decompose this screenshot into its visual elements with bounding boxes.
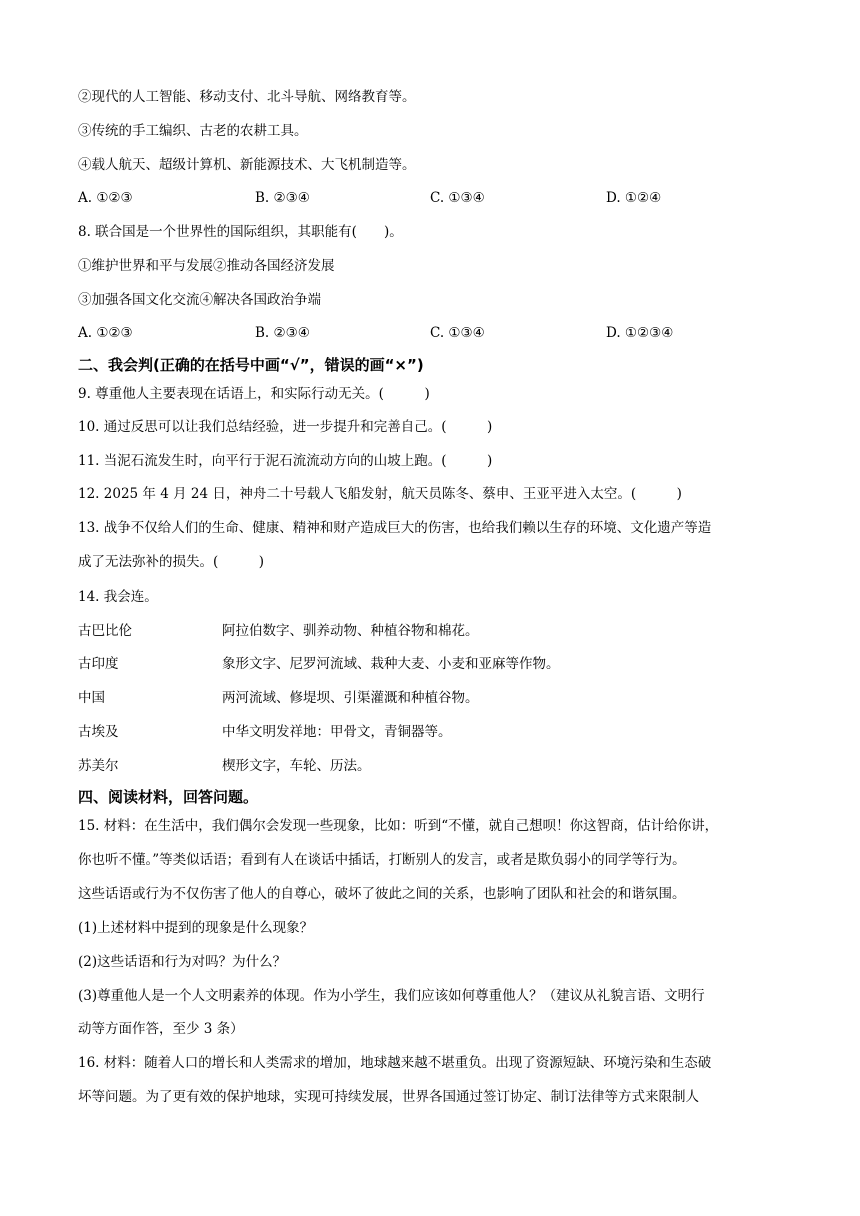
q13-line-1: 13. 战争不仅给人们的生命、健康、精神和财产造成巨大的伤害，也给我们赖以生存的环境、文化遗产等造 <box>78 520 712 536</box>
q15-line-2: 你也听不懂。”等类似话语；看到有人在谈话中插话，打断别人的发言，或者是欺负弱小的同学等行为。 <box>78 852 686 868</box>
match-left-item[interactable]: 古巴比伦 <box>78 623 132 639</box>
q16-line-2: 坏等问题。为了更有效的保护地球，实现可持续发展，世界各国通过签订协定、制订法律等方式来限制人 <box>78 1089 699 1105</box>
match-left-item[interactable]: 古印度 <box>78 656 119 672</box>
q8-line-2: ③加强各国文化交流④解决各国政治争端 <box>78 292 321 308</box>
q7-option-c[interactable]: C. ①③④ <box>430 190 485 206</box>
q7-option-a[interactable]: A. ①②③ <box>78 190 133 206</box>
q7-option-d[interactable]: D. ①②④ <box>606 190 662 206</box>
q15-sub-3-line-2: 动等方面作答，至少 3 条） <box>78 1021 244 1037</box>
q11: 11. 当泥石流发生时，向平行于泥石流流动方向的山坡上跑。( ) <box>78 453 493 469</box>
q12: 12. 2025 年 4 月 24 日，神舟二十号载人飞船发射，航天员陈冬、蔡申、王亚平进入太空。( ) <box>78 486 682 502</box>
q8-option-a[interactable]: A. ①②③ <box>78 325 133 341</box>
q16-line-1: 16. 材料：随着人口的增长和人类需求的增加，地球越来越不堪重负。出现了资源短缺、环境污染和生态破 <box>78 1055 712 1071</box>
match-left-item[interactable]: 苏美尔 <box>78 758 119 774</box>
q9: 9. 尊重他人主要表现在话语上，和实际行动无关。( ) <box>78 386 430 402</box>
q7-item-3: ③传统的手工编织、古老的农耕工具。 <box>78 123 308 139</box>
q8-option-d[interactable]: D. ①②③④ <box>606 325 674 341</box>
q7-item-2: ②现代的人工智能、移动支付、北斗导航、网络教育等。 <box>78 89 416 105</box>
q14-stem: 14. 我会连。 <box>78 589 158 605</box>
q15-line-1: 15. 材料：在生活中，我们偶尔会发现一些现象，比如：听到“不懂，就自己想呗！你这智商，估计给你讲， <box>78 818 719 834</box>
match-right-item[interactable]: 中华文明发祥地：甲骨文，青铜器等。 <box>222 724 452 740</box>
q8-option-c[interactable]: C. ①③④ <box>430 325 485 341</box>
match-right-item[interactable]: 楔形文字，车轮、历法。 <box>222 758 371 774</box>
match-right-item[interactable]: 阿拉伯数字、驯养动物、种植谷物和棉花。 <box>222 623 479 639</box>
q15-sub-2: (2)这些话语和行为对吗？为什么？ <box>78 954 287 970</box>
match-right-item[interactable]: 两河流域、修堤坝、引渠灌溉和种植谷物。 <box>222 690 479 706</box>
q8-option-b[interactable]: B. ②③④ <box>255 325 310 341</box>
q15-sub-1: (1)上述材料中提到的现象是什么现象？ <box>78 920 314 936</box>
q15-line-3: 这些话语或行为不仅伤害了他人的自尊心，破坏了彼此之间的关系，也影响了团队和社会的和谐氛围。 <box>78 886 686 902</box>
section-4-heading: 四、阅读材料，回答问题。 <box>78 788 259 806</box>
q10: 10. 通过反思可以让我们总结经验，进一步提升和完善自己。( ) <box>78 419 493 435</box>
section-2-heading: 二、我会判(正确的在括号中画“√”，错误的画“×”) <box>78 356 424 374</box>
q8-line-1: ①维护世界和平与发展②推动各国经济发展 <box>78 258 335 274</box>
match-left-item[interactable]: 中国 <box>78 690 105 706</box>
q7-option-b[interactable]: B. ②③④ <box>255 190 310 206</box>
q8-stem: 8. 联合国是一个世界性的国际组织，其职能有( )。 <box>78 224 403 240</box>
match-left-item[interactable]: 古埃及 <box>78 724 119 740</box>
match-right-item[interactable]: 象形文字、尼罗河流域、栽种大麦、小麦和亚麻等作物。 <box>222 656 560 672</box>
q13-line-2: 成了无法弥补的损失。( ) <box>78 554 265 570</box>
q15-sub-3-line-1: (3)尊重他人是一个人文明素养的体现。作为小学生，我们应该如何尊重他人？（建议从礼貌言语、文明行 <box>78 988 705 1004</box>
q7-item-4: ④载人航天、超级计算机、新能源技术、大飞机制造等。 <box>78 157 416 173</box>
